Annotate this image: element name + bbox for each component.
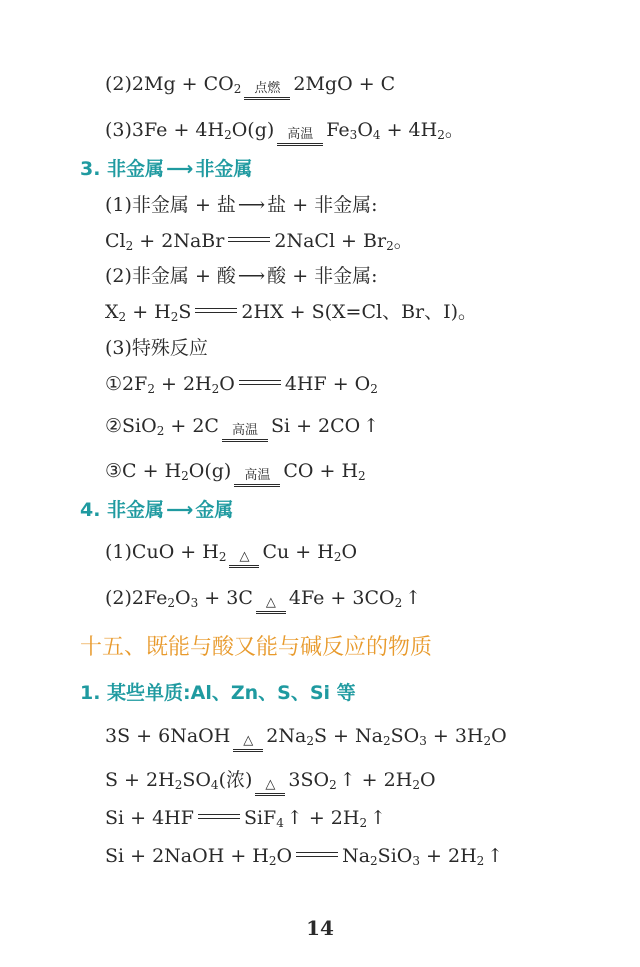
subscript: 2 — [306, 734, 314, 748]
condition-text: 点燃 — [254, 81, 281, 96]
text: Si + 2CO — [270, 415, 361, 437]
subscript: 4 — [210, 778, 219, 792]
up-arrow-icon: ↑ — [405, 587, 422, 609]
heading-text: 非金属 — [195, 158, 253, 180]
subscript: 2 — [233, 82, 242, 96]
heading-text: 4. 非金属 — [80, 499, 165, 521]
text: 4HF + O — [284, 373, 371, 395]
subscript: 2 — [359, 816, 368, 830]
double-line — [256, 611, 286, 614]
text-line — [105, 336, 208, 360]
heat-icon: △ — [239, 549, 250, 564]
double-line — [234, 484, 280, 487]
text: (2)2Fe — [105, 587, 168, 609]
text: SO — [182, 769, 211, 791]
heading-4 — [80, 498, 233, 522]
arrow-icon: ⟶ — [237, 194, 266, 216]
equation-line — [105, 806, 386, 830]
subscript: 2 — [358, 469, 366, 483]
text: ②SiO — [105, 415, 157, 437]
text: + 2H — [154, 373, 212, 395]
equation-line — [105, 72, 395, 100]
heat-icon: △ — [265, 777, 276, 792]
condition-equals — [234, 469, 280, 487]
subscript: 2 — [181, 469, 189, 483]
subscript: 2 — [394, 596, 403, 610]
text: SiF — [243, 807, 277, 829]
item-label: (3) — [105, 119, 132, 141]
condition-equals — [233, 734, 263, 752]
heading-3 — [80, 157, 252, 181]
double-line — [244, 97, 290, 100]
condition-equals — [244, 82, 290, 100]
equals-sign — [239, 380, 281, 385]
subscript: 2 — [224, 128, 232, 142]
products: 2MgO + C — [293, 73, 396, 95]
heading-text: 1. 某些单质:Al、Zn、S、Si 等 — [80, 682, 356, 704]
heading-text: 金属 — [195, 499, 234, 521]
text: + 2H — [355, 769, 413, 791]
text: O — [341, 541, 358, 563]
text: 2NaCl + Br — [274, 230, 387, 252]
heading-1 — [80, 681, 356, 705]
text: (浓) — [218, 769, 253, 791]
text: O(g) — [231, 119, 275, 141]
equation-line — [105, 768, 436, 796]
text: O — [219, 373, 235, 395]
text: + 2C — [164, 415, 219, 437]
subscript: 2 — [370, 382, 378, 396]
equation-line — [105, 414, 379, 442]
condition-equals — [256, 596, 286, 614]
equals-sign — [228, 237, 270, 242]
equation-line — [105, 586, 421, 614]
subscript: 4 — [276, 816, 284, 830]
subscript: 2 — [370, 854, 378, 868]
text: 2Na — [266, 725, 307, 747]
text: S + 2H — [105, 769, 175, 791]
equation-line — [105, 844, 503, 868]
text: (3)特殊反应 — [105, 337, 208, 359]
up-arrow-icon: ↑ — [363, 415, 380, 437]
page-number: 14 — [306, 916, 334, 940]
text-line — [105, 264, 378, 288]
text: O — [175, 587, 191, 609]
text: Fe — [326, 119, 350, 141]
text: 。 — [444, 119, 464, 141]
heat-icon: △ — [265, 595, 276, 610]
text: O — [357, 119, 373, 141]
subscript: 2 — [170, 310, 179, 324]
text: + 2NaBr — [133, 230, 225, 252]
text: O — [491, 725, 507, 747]
subscript: 2 — [412, 778, 420, 792]
condition-equals — [222, 424, 268, 442]
text: CO + H — [283, 460, 359, 482]
text: S — [178, 301, 192, 323]
double-line — [233, 749, 263, 752]
equation-line — [105, 540, 357, 568]
text: (1)CuO + H — [105, 541, 219, 563]
up-arrow-icon: ↑ — [370, 807, 387, 829]
up-arrow-icon: ↑ — [286, 807, 303, 829]
subscript: 3 — [412, 854, 420, 868]
condition-text: 高温 — [244, 468, 271, 483]
arrow-icon: ⟶ — [166, 158, 194, 180]
double-line — [222, 439, 268, 442]
condition-equals — [255, 778, 285, 796]
text: 3SO — [288, 769, 330, 791]
heat-icon: △ — [243, 733, 254, 748]
up-arrow-icon: ↑ — [339, 769, 356, 791]
text: Cl — [105, 230, 126, 252]
up-arrow-icon: ↑ — [487, 845, 504, 867]
section-title — [80, 634, 432, 662]
subscript: 2 — [268, 854, 277, 868]
text: Si + 2NaOH + H — [105, 845, 269, 867]
subscript: 2 — [218, 550, 227, 564]
subscript: 2 — [386, 239, 394, 253]
text: S + Na — [313, 725, 383, 747]
text: O(g) — [188, 460, 232, 482]
text-line — [105, 193, 378, 217]
equation-line — [105, 724, 507, 752]
section-title-text: 十五、既能与酸又能与碱反应的物质 — [80, 635, 433, 660]
text: Na — [342, 845, 371, 867]
text: 。 — [393, 230, 413, 252]
arrow-icon: ⟶ — [237, 265, 266, 287]
subscript: 2 — [437, 128, 445, 142]
subscript: 2 — [174, 778, 183, 792]
subscript: 2 — [118, 310, 127, 324]
text: + 2H — [419, 845, 477, 867]
item-label: (2) — [105, 73, 132, 95]
subscript: 2 — [156, 424, 165, 438]
condition-text: 高温 — [231, 423, 258, 438]
text: Cu + H — [262, 541, 334, 563]
text: + 4H — [380, 119, 438, 141]
arrow-icon: ⟶ — [166, 499, 194, 521]
subscript: 3 — [419, 734, 427, 748]
subscript: 2 — [147, 382, 155, 396]
text: + 3C — [198, 587, 253, 609]
subscript: 2 — [211, 382, 220, 396]
text: Si + 4HF — [105, 807, 194, 829]
heading-text: 3. 非金属 — [80, 158, 165, 180]
equals-sign — [198, 814, 240, 819]
subscript: 2 — [483, 734, 492, 748]
equation-line — [105, 300, 477, 324]
equation-line — [105, 459, 366, 487]
text: 2HX + S(X=Cl、Br、I)。 — [241, 301, 478, 323]
reactants: 2Mg + CO — [131, 73, 234, 95]
subscript: 2 — [333, 550, 342, 564]
subscript: 2 — [167, 596, 176, 610]
text: ③C + H — [105, 460, 182, 482]
text: SiO — [377, 845, 413, 867]
subscript: 2 — [476, 854, 485, 868]
text: X — [105, 301, 119, 323]
double-line — [229, 565, 259, 568]
equation-line — [105, 118, 464, 146]
subscript: 3 — [190, 596, 199, 610]
text: + H — [126, 301, 171, 323]
text: (1)非金属 + 盐 — [105, 194, 236, 216]
text: 盐 + 非金属: — [267, 194, 378, 216]
text: + 3H — [426, 725, 484, 747]
text: 酸 + 非金属: — [267, 265, 378, 287]
condition-text: 高温 — [287, 127, 314, 142]
text: 3Fe + 4H — [131, 119, 225, 141]
subscript: 4 — [372, 128, 381, 142]
text: (2)非金属 + 酸 — [105, 265, 236, 287]
text: O — [276, 845, 293, 867]
text: SO — [390, 725, 420, 747]
equals-sign — [296, 852, 338, 857]
double-line — [277, 143, 323, 146]
subscript: 2 — [329, 778, 337, 792]
condition-equals — [277, 128, 323, 146]
equals-sign — [195, 308, 237, 313]
text: 3S + 6NaOH — [105, 725, 231, 747]
double-line — [255, 793, 285, 796]
condition-equals — [229, 550, 259, 568]
text: + 2H — [302, 807, 360, 829]
text: ①2F — [105, 373, 148, 395]
text: O — [419, 769, 436, 791]
subscript: 3 — [349, 128, 358, 142]
text: 4Fe + 3CO — [288, 587, 395, 609]
subscript: 2 — [382, 734, 391, 748]
equation-line — [105, 229, 413, 253]
subscript: 2 — [125, 239, 134, 253]
equation-line — [105, 372, 378, 396]
